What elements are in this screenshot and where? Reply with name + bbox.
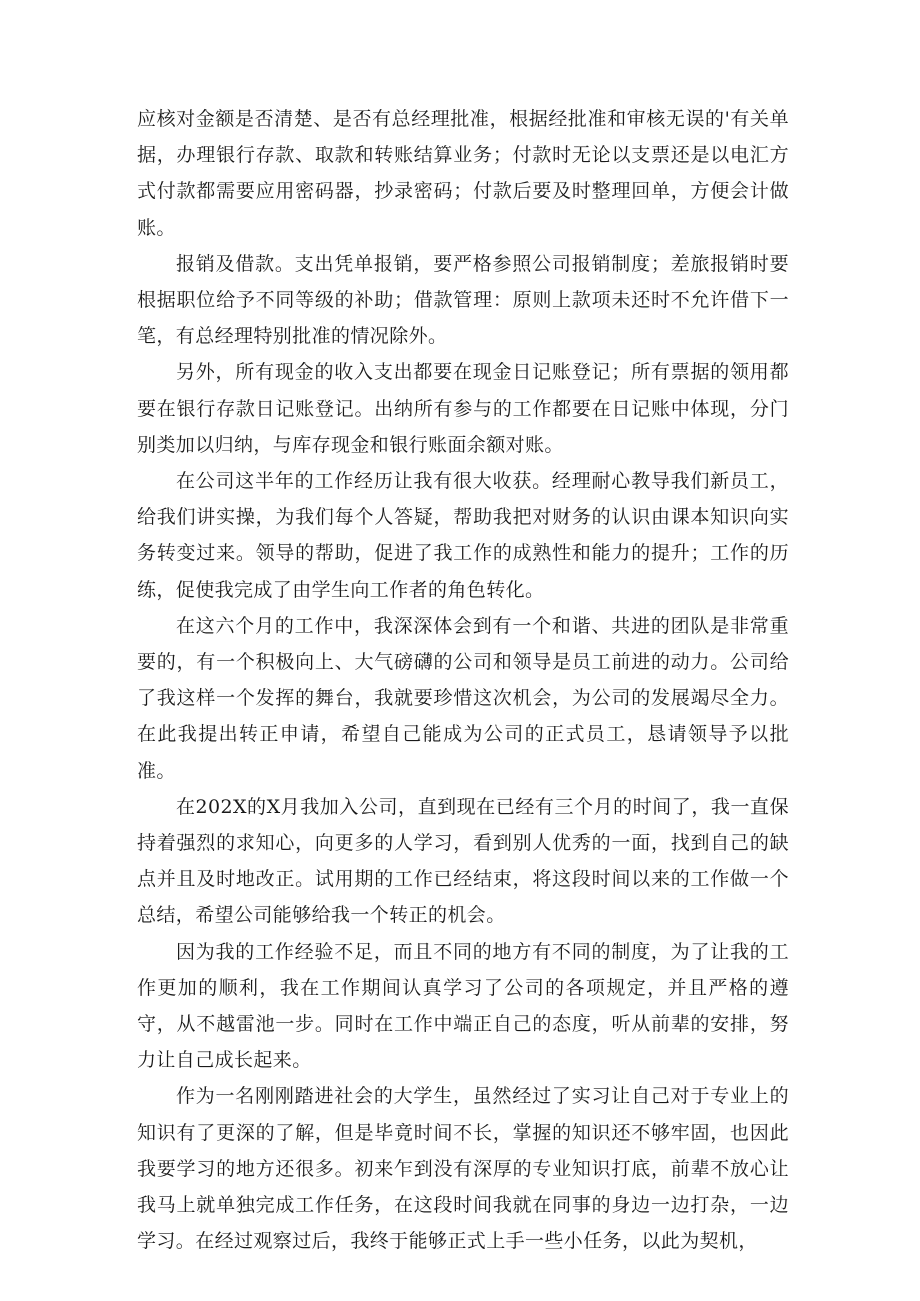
paragraph-2: 报销及借款。支出凭单报销，要严格参照公司报销制度；差旅报销时要根据职位给予不同等级的补助；借款管理：原则上款项未还时不允许借下一笔，有总经理特别批准的情况除外。 — [137, 252, 789, 348]
paragraph-7: 因为我的工作经验不足，而且不同的地方有不同的制度，为了让我的工作更加的顺利，我在工作期间认真学习了公司的各项规定，并且严格的遵守，从不越雷池一步。同时在工作中端正自己的态度，听从前辈的安排，努力让自己成长起来。 — [137, 940, 789, 1072]
paragraph-4: 在公司这半年的工作经历让我有很大收获。经理耐心教导我们新员工，给我们讲实操，为我们每个人答疑，帮助我把对财务的认识由课本知识向实务转变过来。领导的帮助，促进了我工作的成熟性和能力的提升；工作的历练，促使我完成了由学生向工作者的角色转化。 — [137, 470, 789, 601]
document-body — [137, 101, 789, 1260]
paragraph-8: 作为一名刚刚踏进社会的大学生，虽然经过了实习让自己对于专业上的知识有了更深的了解，但是毕竟时间不长，掌握的知识还不够牢固，也因此我要学习的地方还很多。初来乍到没有深厚的专业知识打底，前辈不放心让我马上就单独完成工作任务，在这段时间我就在同事的身边一边打杂，一边学习。在经过观察过后，我终于能够正式上手一些小任务，以此为契机， — [137, 1085, 789, 1253]
paragraph-1: 应核对金额是否清楚、是否有总经理批准，根据经批准和审核无误的'有关单据，办理银行存款、取款和转账结算业务；付款时无论以支票还是以电汇方式付款都需要应用密码器，抄录密码；付款后要及时整理回单，方便会计做账。 — [137, 108, 789, 239]
paragraph-3: 另外，所有现金的收入支出都要在现金日记账登记；所有票据的领用都要在银行存款日记账登记。出纳所有参与的工作都要在日记账中体现，分门别类加以归纳，与库存现金和银行账面余额对账。 — [137, 361, 789, 456]
paragraph-6: 在202X的X月我加入公司，直到现在已经有三个月的时间了，我一直保持着强烈的求知心，向更多的人学习，看到别人优秀的一面，找到自己的缺点并且及时地改正。试用期的工作已经结束，将这段时间以来的工作做一个总结，希望公司能够给我一个转正的机会。 — [137, 795, 789, 927]
paragraph-5: 在这六个月的工作中，我深深体会到有一个和谐、共进的团队是非常重要的，有一个积极向上、大气磅礴的公司和领导是员工前进的动力。公司给了我这样一个发挥的舞台，我就要珍惜这次机会，为公司的发展竭尽全力。在此我提出转正申请，希望自己能成为公司的正式员工，恳请领导予以批准。 — [137, 614, 789, 782]
